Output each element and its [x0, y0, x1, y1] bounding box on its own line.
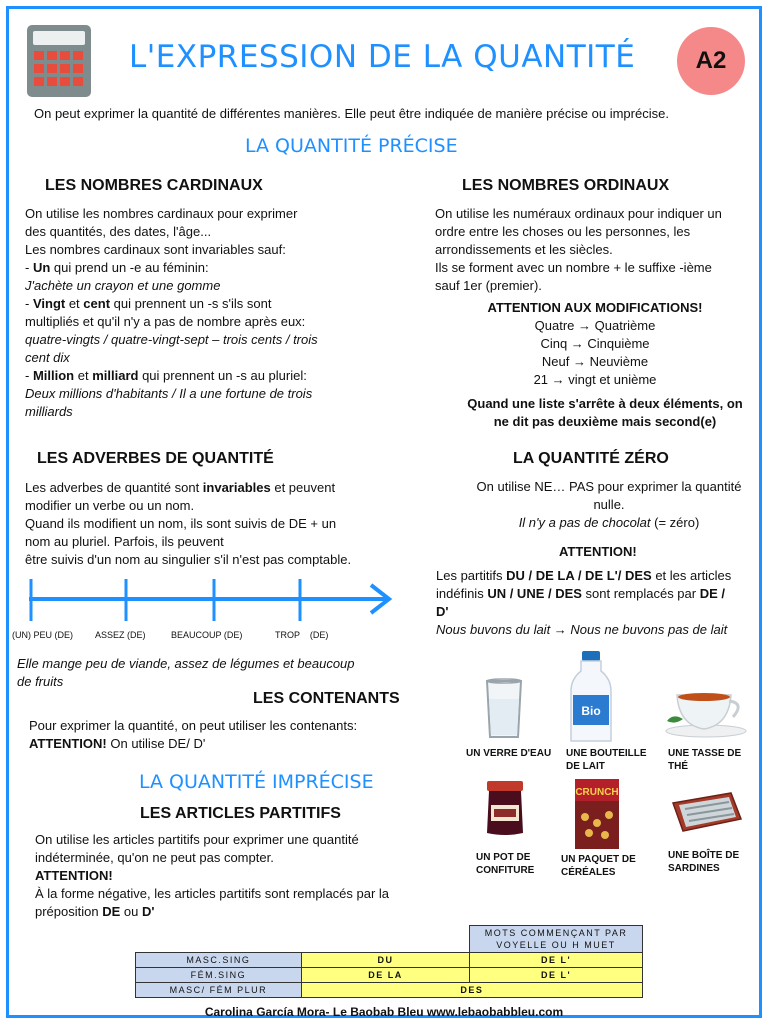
- caption-bottle: [566, 747, 647, 773]
- table-empty-cell: [301, 926, 469, 953]
- text-line: Les nombres cardinaux sont invariables sauf:: [25, 242, 286, 257]
- sardine-tin-icon: [669, 787, 745, 837]
- rule-line: Neuf → Neuvième: [541, 354, 649, 369]
- zero-text: [459, 478, 759, 532]
- text-line: On utilise les articles partitifs pour exprimer une quantité: [35, 832, 359, 847]
- heading-cardinaux: LES NOMBRES CARDINAUX: [45, 177, 263, 194]
- text-fragment: (= zéro): [650, 515, 700, 530]
- text-line: modifier un verbe ou un nom.: [25, 498, 195, 513]
- text-line: être suivis d'un nom au singulier s'il n'est pas comptable.: [25, 552, 352, 567]
- example-text: Nous buvons du lait → Nous ne buvons pas de lait: [436, 622, 728, 637]
- milk-brand-label: Bio: [581, 704, 601, 718]
- row-value: DE LA: [301, 968, 469, 983]
- text-line: [25, 367, 415, 385]
- text-line: Pour exprimer la quantité, on peut utiliser les contenants:: [29, 718, 358, 733]
- text-line: indéterminée, qu'on ne peut pas compter.: [35, 850, 274, 865]
- caption-line: UN POT DE: [476, 852, 531, 863]
- text-fragment: -: [25, 368, 33, 383]
- level-badge: A2: [677, 27, 745, 95]
- note-line: Quand une liste s'arrête à deux éléments, on: [467, 396, 743, 411]
- attention-heading: ATTENTION AUX MODIFICATIONS!: [487, 300, 703, 315]
- table-row: [136, 968, 643, 983]
- row-label: MASC/ FÉM PLUR: [136, 983, 302, 998]
- section-title-precise: LA QUANTITÉ PRÉCISE: [245, 135, 458, 157]
- worksheet-page: [6, 6, 762, 1018]
- text-fragment: Les adverbes de quantité sont: [25, 480, 203, 495]
- text-fragment: qui prend un -e au féminin:: [50, 260, 209, 275]
- text-line: arrondissements et les siècles.: [435, 242, 613, 257]
- example-text: J'achète un crayon et une gomme: [25, 278, 221, 293]
- text-line: [436, 567, 768, 585]
- partitifs-text: [35, 831, 445, 921]
- text-line: multipliés et qu'il n'y a pas de nombre après eux:: [25, 314, 306, 329]
- ordinaux-modifications: [435, 299, 755, 389]
- caption-line: DE LAIT: [566, 761, 605, 772]
- intro-text: On peut exprimer la quantité de différentes manières. Elle peut être indiquée de manière précise ou imprécise.: [34, 106, 669, 121]
- text-fragment: et: [74, 368, 93, 383]
- caption-line: UNE TASSE DE: [668, 748, 742, 759]
- example-text: cent dix: [25, 350, 70, 365]
- note-line: ne dit pas deuxième mais second(e): [493, 414, 717, 429]
- bold-term: DE /: [699, 586, 726, 601]
- table-header-row: [136, 926, 643, 953]
- text-fragment: indéfinis: [436, 586, 488, 601]
- heading-adverbes: LES ADVERBES DE QUANTITÉ: [37, 450, 274, 467]
- text-line: nulle.: [593, 497, 625, 512]
- caption-line: THÉ: [668, 761, 688, 772]
- heading-partitifs: LES ARTICLES PARTITIFS: [140, 805, 341, 822]
- bold-term: D': [141, 904, 155, 919]
- scale-label-peu: (UN) PEU (DE): [12, 630, 73, 640]
- example-text: Il n'y a pas de chocolat: [518, 515, 651, 530]
- text-fragment: qui prennent un -s s'ils sont: [110, 296, 272, 311]
- row-value: DE L': [470, 968, 643, 983]
- example-text: Deux millions d'habitants / Il a une fortune de trois: [25, 386, 313, 401]
- scale-label-assez: ASSEZ (DE): [95, 630, 146, 640]
- caption-cereal: [561, 853, 636, 879]
- attention-label: ATTENTION!: [35, 868, 113, 883]
- row-value: DE L': [470, 953, 643, 968]
- zero-partitifs: [436, 567, 768, 639]
- cereal-box-icon: [571, 777, 623, 851]
- text-line: [459, 514, 759, 532]
- text-line: On utilise les nombres cardinaux pour exprimer: [25, 206, 298, 221]
- caption-sardines: [668, 849, 739, 875]
- example-text: milliards: [25, 404, 73, 419]
- row-label: MASC.SING: [136, 953, 302, 968]
- row-label: FÉM.SING: [136, 968, 302, 983]
- example-text: de fruits: [17, 674, 64, 689]
- bold-term: invariables: [202, 480, 271, 495]
- text-line: sauf 1er (premier).: [435, 278, 542, 293]
- text-line: des quantités, des dates, l'âge...: [25, 224, 212, 239]
- ordinaux-text: [435, 205, 755, 295]
- adverbes-example: [17, 655, 417, 691]
- zero-attention: ATTENTION!: [559, 544, 637, 559]
- table-row: [136, 953, 643, 968]
- caption-line: UNE BOUTEILLE: [566, 748, 647, 759]
- text-line: On utilise NE… PAS pour exprimer la quantité: [476, 479, 742, 494]
- text-fragment: Les partitifs: [436, 568, 507, 583]
- bold-term: cent: [83, 296, 111, 311]
- heading-zero: LA QUANTITÉ ZÉRO: [513, 450, 669, 467]
- ordinaux-note: [435, 395, 768, 431]
- row-value: DES: [301, 983, 642, 998]
- rule-line: Quatre → Quatrième: [534, 318, 656, 333]
- table-empty-cell: [136, 926, 302, 953]
- text-line: nom au pluriel. Parfois, ils peuvent: [25, 534, 224, 549]
- cereal-brand-label: CRUNCH: [575, 787, 619, 798]
- caption-cup: [668, 747, 741, 773]
- text-line: ordre entre les choses ou les personnes, les: [435, 224, 691, 239]
- caption-line: CÉRÉALES: [561, 867, 616, 878]
- text-fragment: qui prennent un -s au pluriel:: [138, 368, 307, 383]
- text-line: [25, 479, 425, 497]
- text-fragment: -: [25, 296, 33, 311]
- text-line: [35, 903, 445, 921]
- contenants-text: [29, 717, 439, 753]
- text-line: [29, 735, 439, 753]
- text-fragment: et les articles: [651, 568, 732, 583]
- text-fragment: On utilise DE/ D': [106, 736, 206, 751]
- quantity-scale-arrow: [21, 571, 401, 627]
- text-fragment: et: [65, 296, 84, 311]
- header-line: MOTS COMMENÇANT PAR: [484, 928, 628, 938]
- calculator-icon: [25, 23, 93, 99]
- partitifs-table: [135, 925, 643, 998]
- text-line: [25, 295, 415, 313]
- caption-line: UN VERRE D'EAU: [466, 748, 552, 759]
- header-line: VOYELLE OU H MUET: [496, 940, 616, 950]
- caption-line: UN PAQUET DE: [561, 854, 636, 865]
- text-fragment: sont remplacés par: [581, 586, 700, 601]
- glass-of-water-icon: [479, 677, 529, 741]
- text-line: À la forme négative, les articles partitifs sont remplacés par la: [35, 886, 390, 901]
- heading-contenants: LES CONTENANTS: [253, 690, 400, 707]
- bold-term: UN / UNE / DES: [487, 586, 582, 601]
- example-text: quatre-vingts / quatre-vingt-sept – trois cents / trois: [25, 332, 318, 347]
- cardinaux-text: [25, 205, 415, 421]
- text-fragment: et peuvent: [270, 480, 336, 495]
- caption-jar: [476, 851, 534, 877]
- bold-term: DE: [102, 904, 121, 919]
- row-value: DU: [301, 953, 469, 968]
- bold-term: DU / DE LA / DE L'/ DES: [506, 568, 652, 583]
- bold-term: Million: [32, 368, 75, 383]
- text-fragment: -: [25, 260, 33, 275]
- text-line: Ils se forment avec un nombre + le suffixe -ième: [435, 260, 712, 275]
- table-header-cell: [470, 926, 643, 953]
- rule-line: Cinq → Cinquième: [540, 336, 650, 351]
- text-line: On utilise les numéraux ordinaux pour indiquer un: [435, 206, 722, 221]
- page-title: L'EXPRESSION DE LA QUANTITÉ: [129, 39, 636, 75]
- adverbes-text: [25, 479, 425, 569]
- bold-term: D': [436, 604, 449, 619]
- scale-label-beaucoup: BEAUCOUP (DE): [171, 630, 243, 640]
- rule-line: 21 → vingt et unième: [533, 372, 657, 387]
- table-row: [136, 983, 643, 998]
- bold-term: Un: [32, 260, 51, 275]
- section-title-imprecise: LA QUANTITÉ IMPRÉCISE: [139, 771, 374, 793]
- scale-label-trop: TROP (DE): [275, 630, 329, 640]
- text-fragment: ou: [120, 904, 142, 919]
- cup-of-tea-icon: [661, 681, 751, 741]
- jam-jar-icon: [481, 779, 529, 837]
- caption-line: SARDINES: [668, 863, 720, 874]
- caption-line: CONFITURE: [476, 865, 535, 876]
- text-fragment: préposition: [35, 904, 103, 919]
- bold-term: ATTENTION!: [29, 736, 107, 751]
- bold-term: Vingt: [32, 296, 66, 311]
- caption-glass: [466, 747, 551, 760]
- text-line: [436, 585, 768, 603]
- bold-term: milliard: [92, 368, 139, 383]
- text-line: Quand ils modifient un nom, ils sont suivis de DE + un: [25, 516, 337, 531]
- heading-ordinaux: LES NOMBRES ORDINAUX: [462, 177, 670, 194]
- example-text: Elle mange peu de viande, assez de légumes et beaucoup: [17, 656, 355, 671]
- milk-bottle-icon: [567, 649, 615, 745]
- caption-line: UNE BOÎTE DE: [668, 850, 740, 861]
- text-line: [25, 259, 415, 277]
- footer-credit: Carolina García Mora- Le Baobab Bleu www.lebaobabbleu.com: [204, 1005, 564, 1019]
